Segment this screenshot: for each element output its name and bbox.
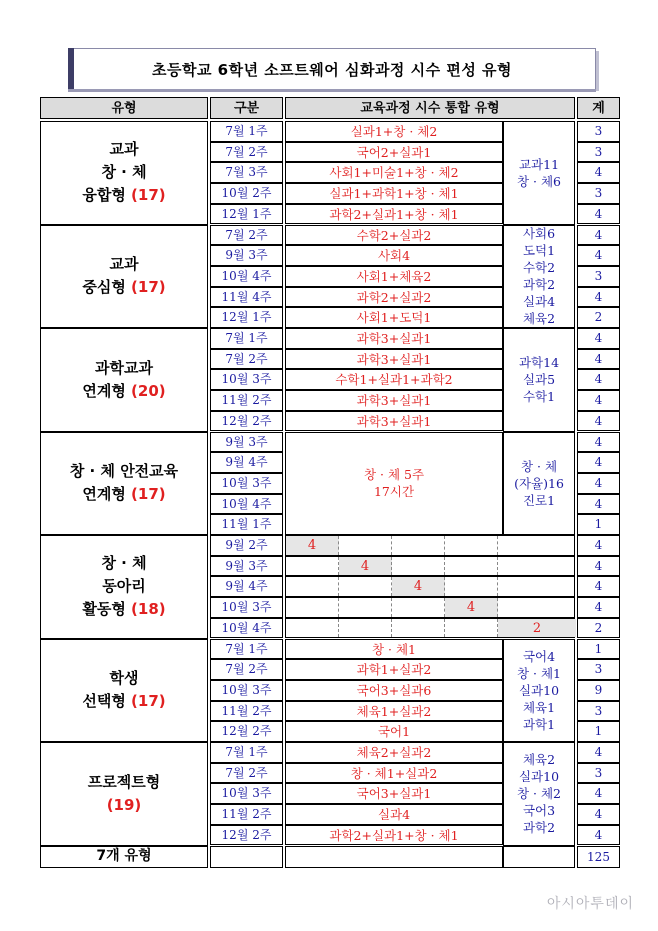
content-cell: 과학2+실과2 (285, 287, 503, 308)
period-cell: 10월 3주 (210, 597, 283, 618)
content-cell: 사회4 (285, 245, 503, 266)
total-cell: 1 (577, 639, 620, 660)
period-cell: 12월 2주 (210, 721, 283, 742)
title-accent-right (596, 51, 599, 91)
period-cell: 10월 3주 (210, 369, 283, 390)
total-cell: 3 (577, 183, 620, 204)
period-cell: 7월 1주 (210, 639, 283, 660)
summary-line: 실과10 (518, 682, 560, 698)
total-cell: 3 (577, 763, 620, 784)
club-slot (286, 619, 339, 638)
group-hours: (20) (125, 381, 166, 400)
summary-line: 교과11 (518, 156, 560, 172)
header-total: 계 (577, 97, 620, 119)
content-cell: 과학3+실과1 (285, 349, 503, 370)
total-cell: 4 (577, 245, 620, 266)
content-cell: 국어3+실과6 (285, 680, 503, 701)
group-hours: (17) (125, 278, 166, 297)
group-type-line: 연계형 (17) (82, 485, 166, 504)
summary-line: 창 · 체1 (516, 665, 562, 681)
period-cell: 10월 3주 (210, 680, 283, 701)
period-cell: 12월 2주 (210, 825, 283, 846)
club-row (285, 556, 575, 577)
total-cell: 4 (577, 349, 620, 370)
period-cell: 11월 2주 (210, 804, 283, 825)
content-cell: 실과1+과학1+창 · 체1 (285, 183, 503, 204)
period-cell: 9월 3주 (210, 245, 283, 266)
footer-total: 125 (577, 846, 620, 868)
club-slot (339, 619, 392, 638)
content-cell: 창 · 체1+실과2 (285, 763, 503, 784)
summary-line: 과학2 (522, 820, 556, 836)
club-slot (498, 598, 576, 617)
total-cell: 4 (577, 597, 620, 618)
club-slot: 4 (445, 598, 498, 617)
footer-empty-period (210, 846, 283, 868)
total-cell: 4 (577, 369, 620, 390)
content-cell: 과학2+실과1+창 · 체1 (285, 825, 503, 846)
period-cell: 10월 3주 (210, 473, 283, 494)
period-cell: 9월 3주 (210, 556, 283, 577)
summary-line: 체육2 (522, 752, 556, 768)
summary-line: 국어3 (522, 803, 556, 819)
header-period: 구분 (210, 97, 283, 119)
club-slot (445, 557, 498, 576)
group-type-line: 중심형 (17) (82, 278, 166, 297)
period-cell: 7월 2주 (210, 349, 283, 370)
group-type-line: 프로젝트형 (87, 772, 161, 791)
club-row (285, 535, 575, 556)
period-cell: 10월 4주 (210, 494, 283, 515)
summary-line: 체육1 (522, 699, 556, 715)
period-cell: 11월 4주 (210, 287, 283, 308)
total-cell: 4 (577, 742, 620, 763)
content-cell: 과학3+실과1 (285, 328, 503, 349)
content-cell: 체육1+실과2 (285, 701, 503, 722)
group-type-cell (40, 742, 208, 846)
club-slot (498, 557, 576, 576)
merged-content-line: 창 · 체 5주 (363, 467, 425, 483)
summary-line: 도덕1 (522, 243, 556, 259)
summary-line: 체육2 (522, 311, 556, 327)
summary-line: 과학2 (522, 277, 556, 293)
content-cell: 과학3+실과1 (285, 390, 503, 411)
summary-line: 과학1 (522, 716, 556, 732)
club-slot: 2 (498, 619, 576, 638)
summary-line: 수학2 (522, 260, 556, 276)
club-slot (445, 577, 498, 596)
summary-line: 진로1 (522, 492, 556, 508)
total-cell: 3 (577, 701, 620, 722)
content-cell: 과학1+실과2 (285, 659, 503, 680)
period-cell: 10월 4주 (210, 266, 283, 287)
club-slot (339, 577, 392, 596)
club-slot (445, 536, 498, 555)
period-cell: 11월 1주 (210, 514, 283, 535)
period-cell: 9월 2주 (210, 535, 283, 556)
period-cell: 12월 2주 (210, 411, 283, 432)
club-slot (392, 536, 445, 555)
content-cell: 국어2+실과1 (285, 142, 503, 163)
summary-line: 국어4 (522, 648, 556, 664)
summary-line: 수학1 (522, 389, 556, 405)
group-hours: (19) (106, 795, 142, 814)
footer-label: 7개 유형 (40, 846, 208, 868)
total-cell: 4 (577, 225, 620, 246)
group-type-line: 교과 (109, 255, 139, 274)
period-cell: 7월 2주 (210, 659, 283, 680)
club-slot (286, 598, 339, 617)
summary-cell (503, 225, 575, 329)
total-cell: 9 (577, 680, 620, 701)
total-cell: 4 (577, 411, 620, 432)
period-cell: 7월 2주 (210, 142, 283, 163)
club-slot (286, 557, 339, 576)
period-cell: 10월 2주 (210, 183, 283, 204)
total-cell: 2 (577, 307, 620, 328)
period-cell: 9월 4주 (210, 452, 283, 473)
period-cell: 11월 2주 (210, 390, 283, 411)
summary-line: (자율)16 (514, 475, 564, 491)
period-cell: 7월 2주 (210, 225, 283, 246)
content-cell: 과학3+실과1 (285, 411, 503, 432)
title-accent-bottom (68, 89, 596, 92)
total-cell: 4 (577, 287, 620, 308)
group-type-cell (40, 432, 208, 536)
period-cell: 10월 4주 (210, 618, 283, 639)
total-cell: 4 (577, 473, 620, 494)
total-cell: 4 (577, 204, 620, 225)
group-type-cell (40, 535, 208, 639)
title-box (68, 48, 596, 90)
group-type-line: 선택형 (17) (82, 692, 166, 711)
club-slot: 4 (286, 536, 339, 555)
content-cell: 실과4 (285, 804, 503, 825)
total-cell: 4 (577, 390, 620, 411)
group-hours: (18) (125, 600, 166, 619)
group-type-line: 활동형 (18) (82, 600, 166, 619)
club-slot (392, 619, 445, 638)
group-type-cell (40, 225, 208, 329)
total-cell: 3 (577, 121, 620, 142)
group-type-line: 융합형 (17) (82, 186, 166, 205)
period-cell: 9월 3주 (210, 432, 283, 453)
period-cell: 10월 3주 (210, 783, 283, 804)
content-cell: 사회1+미술1+창 · 체2 (285, 162, 503, 183)
club-slot (286, 577, 339, 596)
content-cell: 수학1+실과1+과학2 (285, 369, 503, 390)
summary-line: 실과10 (518, 769, 560, 785)
period-cell: 7월 1주 (210, 328, 283, 349)
period-cell: 9월 4주 (210, 576, 283, 597)
content-cell: 창 · 체1 (285, 639, 503, 660)
club-slot (498, 536, 576, 555)
summary-cell (503, 639, 575, 743)
table-header-row (40, 97, 620, 119)
content-cell: 과학2+실과1+창 · 체1 (285, 204, 503, 225)
merged-content-line: 17시간 (373, 484, 415, 500)
group-hours: (17) (125, 186, 166, 205)
period-cell: 12월 1주 (210, 307, 283, 328)
total-cell: 4 (577, 452, 620, 473)
total-cell: 4 (577, 494, 620, 515)
summary-line: 창 · 체2 (516, 786, 562, 802)
summary-line: 실과5 (522, 372, 556, 388)
period-cell: 7월 1주 (210, 121, 283, 142)
total-cell: 4 (577, 432, 620, 453)
club-slot (392, 598, 445, 617)
header-content: 교육과정 시수 통합 유형 (285, 97, 575, 119)
period-cell: 12월 1주 (210, 204, 283, 225)
summary-line: 과학14 (518, 355, 560, 371)
group-type-line: 과학교과 (95, 358, 153, 377)
total-cell: 3 (577, 266, 620, 287)
total-cell: 4 (577, 556, 620, 577)
club-row (285, 618, 575, 639)
club-slot (498, 577, 576, 596)
period-cell: 7월 1주 (210, 742, 283, 763)
club-slot: 4 (392, 577, 445, 596)
content-cell: 사회1+체육2 (285, 266, 503, 287)
watermark-logo: 아시아투데이 (546, 896, 634, 912)
summary-line: 창 · 체6 (516, 173, 562, 189)
content-cell: 실과1+창 · 체2 (285, 121, 503, 142)
club-slot (339, 536, 392, 555)
club-slot: 4 (339, 557, 392, 576)
club-slot (392, 557, 445, 576)
total-cell: 4 (577, 535, 620, 556)
total-cell: 4 (577, 825, 620, 846)
summary-line: 창 · 체 (520, 458, 558, 474)
total-cell: 4 (577, 783, 620, 804)
header-type: 유형 (40, 97, 208, 119)
club-slot (445, 619, 498, 638)
summary-cell (503, 742, 575, 846)
merged-content-cell (285, 432, 503, 536)
total-cell: 4 (577, 576, 620, 597)
footer-empty-content (285, 846, 503, 868)
group-type-cell (40, 121, 208, 225)
content-cell: 수학2+실과2 (285, 225, 503, 246)
group-type-line: 동아리 (102, 577, 146, 596)
group-type-cell (40, 328, 208, 432)
group-type-cell (40, 639, 208, 743)
period-cell: 7월 2주 (210, 763, 283, 784)
total-cell: 4 (577, 162, 620, 183)
summary-cell (503, 432, 575, 536)
group-hours: (17) (125, 692, 166, 711)
group-type-line: 학생 (109, 669, 139, 688)
total-cell: 2 (577, 618, 620, 639)
content-cell: 체육2+실과2 (285, 742, 503, 763)
club-slot (339, 598, 392, 617)
group-hours: (17) (125, 485, 166, 504)
group-type-line: 창 · 체 (101, 163, 147, 182)
total-cell: 1 (577, 721, 620, 742)
content-cell: 사회1+도덕1 (285, 307, 503, 328)
group-type-line: 창 · 체 (101, 554, 147, 573)
content-cell: 국어3+실과1 (285, 783, 503, 804)
content-cell: 국어1 (285, 721, 503, 742)
period-cell: 11월 2주 (210, 701, 283, 722)
total-cell: 4 (577, 328, 620, 349)
group-type-line: 교과 (109, 140, 139, 159)
club-row (285, 576, 575, 597)
summary-cell (503, 121, 575, 225)
summary-line: 실과4 (522, 294, 556, 310)
page-title: 초등학교 6학년 소프트웨어 심화과정 시수 편성 유형 (151, 61, 513, 79)
group-type-line: 연계형 (20) (82, 381, 166, 400)
club-row (285, 597, 575, 618)
group-type-line: 창 · 체 안전교육 (69, 462, 179, 481)
summary-cell (503, 328, 575, 432)
total-cell: 4 (577, 804, 620, 825)
summary-line: 사회6 (522, 226, 556, 242)
total-cell: 3 (577, 142, 620, 163)
period-cell: 7월 3주 (210, 162, 283, 183)
total-cell: 1 (577, 514, 620, 535)
footer-empty-summary (503, 846, 575, 868)
total-cell: 3 (577, 659, 620, 680)
